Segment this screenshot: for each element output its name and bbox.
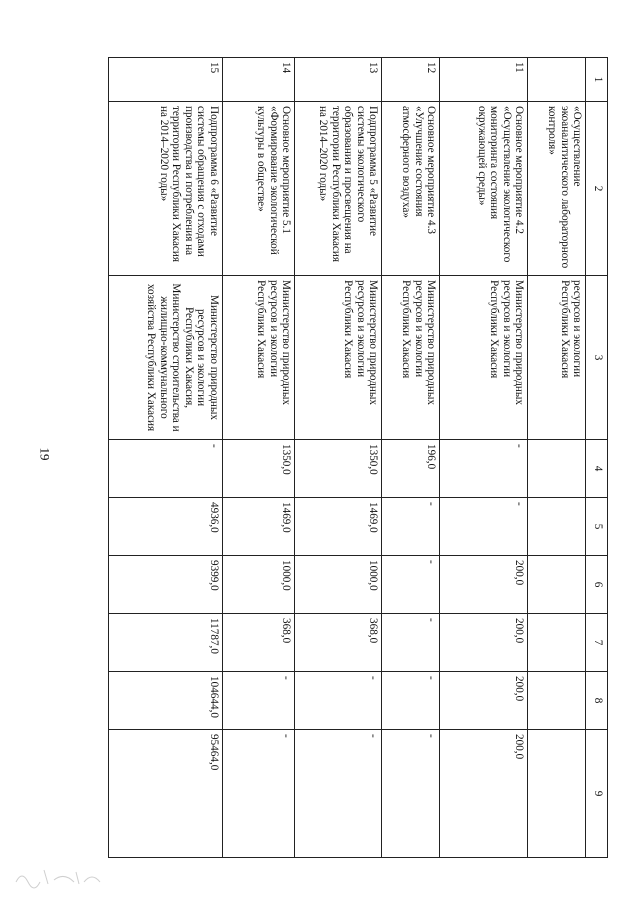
measure-name: «Осуществление экоаналитического лабораторного контроля» bbox=[528, 102, 586, 276]
row-number: 15 bbox=[109, 58, 223, 102]
value-col4: 196,0 bbox=[382, 440, 440, 498]
value-col5: 4936,0 bbox=[109, 498, 223, 556]
value-col9: 95464,0 bbox=[109, 730, 223, 858]
value-col9: - bbox=[295, 730, 382, 858]
row-number bbox=[528, 58, 586, 102]
value-col8: - bbox=[382, 672, 440, 730]
responsible-executor: Министерство природных ресурсов и экологии Республики Хакасия bbox=[295, 276, 382, 440]
table-row bbox=[109, 58, 223, 858]
value-col7: 368,0 bbox=[222, 614, 294, 672]
value-col5: - bbox=[440, 498, 528, 556]
measure-name: Подпрограмма 5 «Развитие системы экологического образования и просвещения на территории Республики Хакасия на 2014–2020 годы» bbox=[295, 102, 382, 276]
value-col9: - bbox=[222, 730, 294, 858]
value-col8: 104644,0 bbox=[109, 672, 223, 730]
value-col6 bbox=[528, 556, 586, 614]
value-col7 bbox=[528, 614, 586, 672]
value-col8: - bbox=[222, 672, 294, 730]
value-col6: - bbox=[382, 556, 440, 614]
scan-artifact bbox=[14, 862, 104, 892]
value-col7: 11787,0 bbox=[109, 614, 223, 672]
measure-name: Основное мероприятие 5.1 «Формирование экологической культуры в обществе» bbox=[222, 102, 294, 276]
value-col5: - bbox=[382, 498, 440, 556]
row-number: 14 bbox=[222, 58, 294, 102]
value-col4 bbox=[528, 440, 586, 498]
table-area bbox=[108, 57, 608, 857]
value-col8 bbox=[528, 672, 586, 730]
measure-name: Основное мероприятие 4.2 «Осуществление экологического мониторинга состояния окружающей среды» bbox=[440, 102, 528, 276]
responsible-executor: Министерство природных ресурсов и экологии Республики Хакасия, Министерство строительства и жилищно-коммунального хозяйства Республики Хакасия bbox=[109, 276, 223, 440]
value-col4: 1350,0 bbox=[222, 440, 294, 498]
value-col9: 200,0 bbox=[440, 730, 528, 858]
header-cell: 6 bbox=[586, 556, 608, 614]
value-col4: 1350,0 bbox=[295, 440, 382, 498]
table-row bbox=[295, 58, 382, 858]
value-col6: 9399,0 bbox=[109, 556, 223, 614]
value-col9 bbox=[528, 730, 586, 858]
value-col6: 200,0 bbox=[440, 556, 528, 614]
table-row bbox=[528, 58, 586, 858]
measure-name: Подпрограмма 6 «Развитие системы обращения с отходами производства и потребления на территории Республики Хакасия на 2014–2020 годы» bbox=[109, 102, 223, 276]
table-row bbox=[382, 58, 440, 858]
value-col9: - bbox=[382, 730, 440, 858]
header-cell: 1 bbox=[586, 58, 608, 102]
value-col6: 1000,0 bbox=[222, 556, 294, 614]
value-col5: 1469,0 bbox=[222, 498, 294, 556]
header-cell: 4 bbox=[586, 440, 608, 498]
value-col5: 1469,0 bbox=[295, 498, 382, 556]
value-col7: 368,0 bbox=[295, 614, 382, 672]
row-number: 12 bbox=[382, 58, 440, 102]
header-cell: 3 bbox=[586, 276, 608, 440]
value-col8: 200,0 bbox=[440, 672, 528, 730]
value-col7: 200,0 bbox=[440, 614, 528, 672]
measure-name: Основное мероприятие 4.3 «Улучшение состояния атмосферного воздуха» bbox=[382, 102, 440, 276]
value-col4: - bbox=[109, 440, 223, 498]
responsible-executor: Министерство природных ресурсов и экологии Республики Хакасия bbox=[382, 276, 440, 440]
table-row bbox=[440, 58, 528, 858]
responsible-executor: Министерство природных ресурсов и экологии Республики Хакасия bbox=[222, 276, 294, 440]
row-number: 13 bbox=[295, 58, 382, 102]
row-number: 11 bbox=[440, 58, 528, 102]
header-row bbox=[586, 58, 608, 858]
header-cell: 5 bbox=[586, 498, 608, 556]
value-col8: - bbox=[295, 672, 382, 730]
responsible-executor: ресурсов и экологии Республики Хакасия bbox=[528, 276, 586, 440]
program-table bbox=[108, 57, 608, 858]
page-number: 19 bbox=[37, 447, 53, 461]
value-col6: 1000,0 bbox=[295, 556, 382, 614]
value-col7: - bbox=[382, 614, 440, 672]
header-cell: 8 bbox=[586, 672, 608, 730]
value-col5 bbox=[528, 498, 586, 556]
value-col4: - bbox=[440, 440, 528, 498]
header-cell: 2 bbox=[586, 102, 608, 276]
responsible-executor: Министерство природных ресурсов и экологии Республики Хакасия bbox=[440, 276, 528, 440]
header-cell: 9 bbox=[586, 730, 608, 858]
header-cell: 7 bbox=[586, 614, 608, 672]
table-row bbox=[222, 58, 294, 858]
